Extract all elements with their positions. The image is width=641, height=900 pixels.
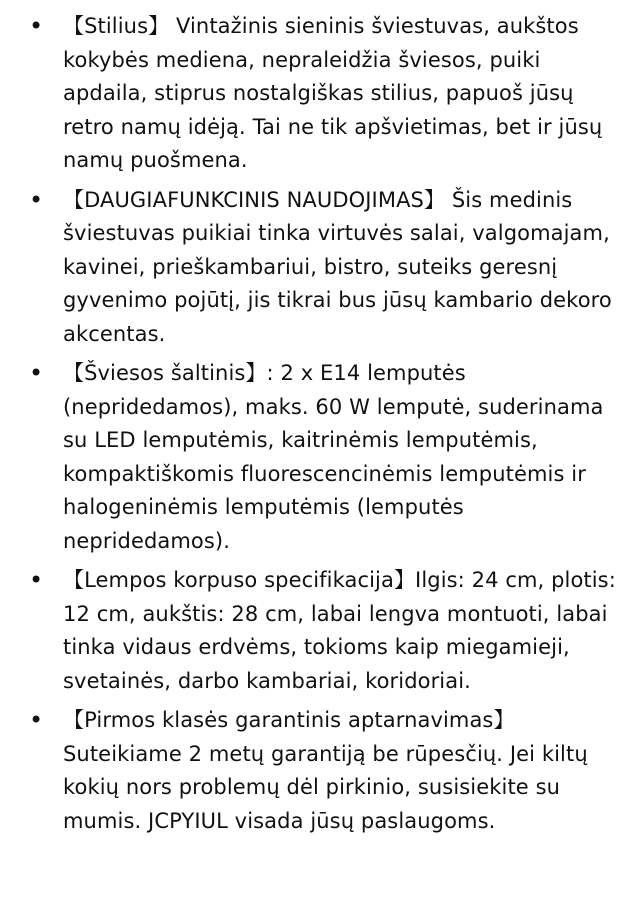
feature-bullet-list [0, 10, 641, 844]
bullet-text: 【Pirmos klasės garantinis aptarnavimas】 Suteikiame 2 metų garantiją be rūpesčių. Jei kiltų kokių nors problemų dėl pirkinio, susisiekite su mumis. JCPYIUL visada jūsų paslaugoms. [63, 708, 588, 833]
bullet-text: 【Lempos korpuso specifikacija】Ilgis: 24 cm, plotis: 12 cm, aukštis: 28 cm, labai lengva montuoti, labai tinka vidaus erdvėms, tokioms kaip miegamieji, svetainės, darbo kambariai, koridoriai. [63, 568, 616, 693]
bullet-dot-icon: • [29, 566, 44, 594]
bullet-item-light-source [0, 357, 641, 558]
bullet-item-multifunctional-use [0, 184, 641, 352]
bullet-item-warranty-service [0, 704, 641, 838]
bullet-dot-icon: • [29, 706, 44, 734]
bullet-item-lamp-specification [0, 564, 641, 698]
bullet-dot-icon: • [29, 185, 44, 214]
bullet-dot-icon: • [29, 12, 44, 40]
bullet-text: 【Šviesos šaltinis】: 2 x E14 lemputės (nepridedamos), maks. 60 W lemputė, suderinama su LED lemputėmis, kaitrinėmis lemputėmis, kompaktiškomis fluorescencinėmis lemputėmis ir halogeninėmis lemputėmis (lemputės nepridedamos). [63, 361, 604, 553]
bullet-dot-icon: • [29, 359, 44, 387]
bullet-item-style [0, 10, 641, 178]
bullet-text: 【DAUGIAFUNKCINIS NAUDOJIMAS】 Šis medinis šviestuvas puikiai tinka virtuvės salai, valgomajam, kavinei, prieškambariui, bistro, suteiks geresnį gyvenimo pojūtį, jis tikrai bus jūsų kambario dekoro akcentas. [63, 187, 612, 346]
bullet-text: 【Stilius】 Vintažinis sieninis šviestuvas, aukštos kokybės mediena, nepraleidžia šviesos, puiki apdaila, stiprus nostalgiškas stilius, papuoš jūsų retro namų idėją. Tai ne tik apšvietimas, bet ir jūsų namų puošmena. [63, 14, 603, 172]
